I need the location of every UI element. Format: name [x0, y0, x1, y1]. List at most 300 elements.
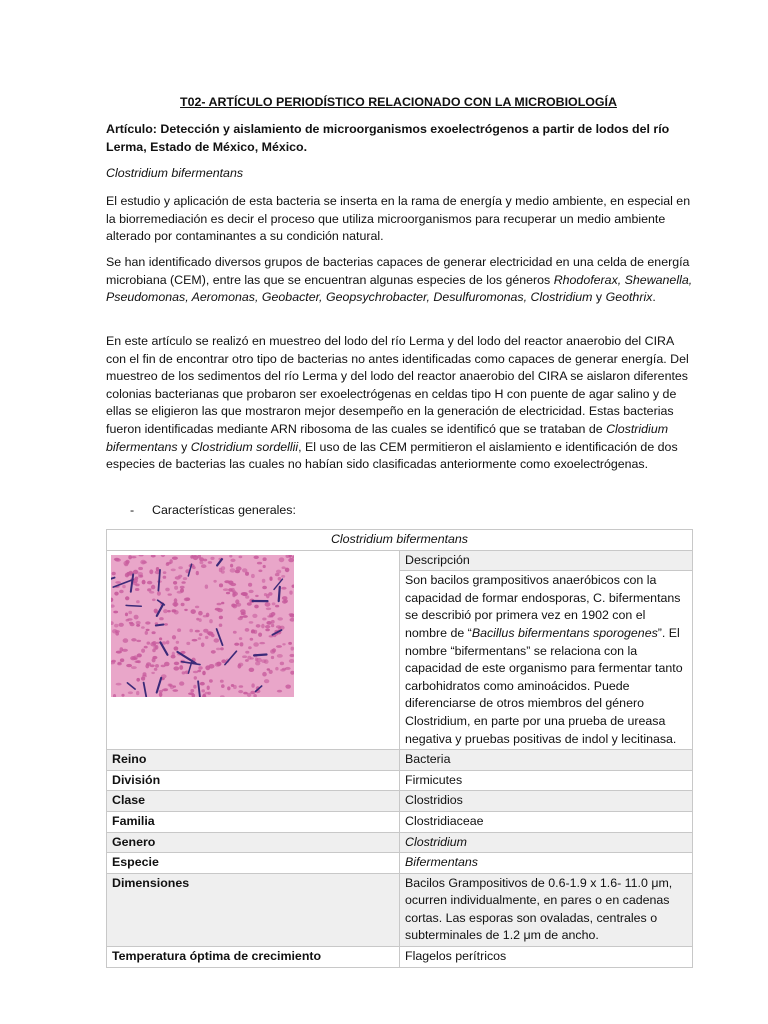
red-blood-cell — [163, 571, 167, 574]
red-blood-cell — [269, 576, 272, 580]
red-blood-cell — [216, 647, 221, 650]
red-blood-cell — [193, 684, 196, 688]
red-blood-cell — [178, 566, 183, 569]
red-blood-cell — [255, 594, 259, 596]
red-blood-cell — [149, 591, 154, 594]
red-blood-cell — [130, 622, 135, 626]
table-row — [107, 832, 693, 853]
red-blood-cell — [145, 630, 148, 634]
red-blood-cell — [282, 599, 287, 603]
bacillus-rod — [279, 586, 280, 600]
red-blood-cell — [209, 679, 213, 682]
red-blood-cell — [136, 690, 139, 694]
table-row — [107, 791, 693, 812]
red-blood-cell — [264, 679, 269, 683]
row-label-dimensiones: Dimensiones — [107, 873, 400, 946]
red-blood-cell — [134, 614, 139, 619]
organism-heading: Clostridium bifermentans — [106, 166, 244, 180]
red-blood-cell — [203, 628, 208, 632]
red-blood-cell — [223, 588, 229, 591]
red-blood-cell — [147, 641, 151, 644]
red-blood-cell — [207, 685, 210, 690]
red-blood-cell — [159, 617, 164, 620]
row-label-genero: Genero — [107, 832, 400, 853]
red-blood-cell — [289, 613, 294, 616]
row-label-temperatura: Temperatura óptima de crecimiento — [107, 947, 400, 968]
table-row — [107, 750, 693, 771]
red-blood-cell — [285, 567, 290, 572]
red-blood-cell — [191, 609, 196, 614]
red-blood-cell — [267, 615, 271, 617]
red-blood-cell — [113, 610, 118, 613]
paragraph-end: . — [652, 290, 656, 305]
red-blood-cell — [249, 621, 254, 624]
micrograph-cell — [107, 550, 400, 750]
red-blood-cell — [245, 628, 250, 632]
red-blood-cell — [250, 690, 255, 694]
paragraph-study-part1: En este artículo se realizó en muestreo del lodo del río Lerma y del lodo del reactor anaerobio del CIRA con el fin de encontrar otro tipo de bacterias no antes identificadas como capaces de generar energía. Del muestreo de los sedimentos del río Lerma y del lodo del reactor anaerobio del CIRA se aislaron diferentes colonias bacterianas que probaron ser exoelectrógenas en celdas tipo H con puente de agar salino y de ellas se eligieron las que mostraron mejor desempeño en la generación de electricidad. Estas bacterias fueron identificadas mediante ARN ribosoma de las cuales se identificó que se trataban de — [106, 334, 689, 436]
red-blood-cell — [227, 686, 230, 690]
red-blood-cell — [239, 637, 242, 640]
red-blood-cell — [145, 621, 150, 624]
red-blood-cell — [271, 623, 274, 627]
red-blood-cell — [201, 642, 205, 647]
red-blood-cell — [247, 692, 252, 696]
red-blood-cell — [119, 589, 124, 593]
genera-list: Rhodoferax, Shewanella, Pseudomonas, Aeromonas, Geobacter, Geopsychrobacter, Desulfuromonas, Clostridium — [106, 272, 693, 305]
red-blood-cell — [241, 592, 247, 596]
red-blood-cell — [200, 681, 205, 685]
red-blood-cell — [151, 671, 155, 673]
red-blood-cell — [236, 566, 242, 570]
red-blood-cell — [121, 693, 124, 696]
description-label: Descripción — [400, 550, 693, 571]
red-blood-cell — [239, 685, 244, 688]
document-title: T02- ARTÍCULO PERIODÍSTICO RELACIONADO CON LA MICROBIOLOGÍA — [180, 95, 617, 109]
red-blood-cell — [118, 661, 122, 663]
red-blood-cell — [115, 581, 121, 584]
red-blood-cell — [230, 582, 236, 585]
red-blood-cell — [262, 671, 267, 676]
red-blood-cell — [276, 645, 282, 648]
row-value-genero: Clostridium — [400, 832, 693, 853]
red-blood-cell — [231, 587, 235, 591]
red-blood-cell — [152, 598, 156, 601]
red-blood-cell — [220, 647, 224, 650]
red-blood-cell — [282, 566, 286, 569]
red-blood-cell — [205, 635, 209, 638]
red-blood-cell — [199, 633, 203, 636]
red-blood-cell — [265, 625, 270, 628]
red-blood-cell — [285, 666, 291, 669]
red-blood-cell — [262, 585, 267, 589]
bacillus-rod — [156, 624, 164, 625]
red-blood-cell — [188, 692, 194, 695]
row-value-temperatura: Flagelos perítricos — [400, 947, 693, 968]
red-blood-cell — [142, 561, 148, 564]
red-blood-cell — [221, 601, 224, 604]
red-blood-cell — [265, 602, 271, 607]
red-blood-cell — [219, 583, 223, 587]
row-value-reino: Bacteria — [400, 750, 693, 771]
red-blood-cell — [165, 587, 170, 591]
red-blood-cell — [277, 689, 282, 692]
red-blood-cell — [241, 612, 245, 615]
red-blood-cell — [288, 557, 294, 561]
red-blood-cell — [176, 640, 179, 643]
row-value-division: Firmicutes — [400, 770, 693, 791]
red-blood-cell — [173, 581, 177, 585]
red-blood-cell — [131, 666, 137, 669]
row-value-especie: Bifermentans — [400, 853, 693, 874]
table-row — [107, 853, 693, 874]
red-blood-cell — [208, 561, 212, 564]
red-blood-cell — [208, 691, 211, 694]
red-blood-cell — [271, 655, 274, 658]
red-blood-cell — [210, 556, 214, 559]
row-value-clase: Clostridios — [400, 791, 693, 812]
characteristics-table — [106, 529, 693, 968]
red-blood-cell — [184, 608, 188, 610]
red-blood-cell — [255, 657, 258, 661]
red-blood-cell — [172, 609, 177, 612]
red-blood-cell — [128, 691, 133, 694]
red-blood-cell — [277, 654, 283, 658]
red-blood-cell — [190, 689, 194, 692]
red-blood-cell — [233, 684, 237, 688]
red-blood-cell — [275, 573, 280, 576]
red-blood-cell — [177, 590, 183, 593]
red-blood-cell — [270, 649, 275, 654]
red-blood-cell — [138, 566, 143, 569]
red-blood-cell — [251, 683, 254, 687]
red-blood-cell — [122, 584, 126, 588]
red-blood-cell — [193, 670, 198, 673]
red-blood-cell — [173, 685, 176, 687]
red-blood-cell — [254, 555, 259, 558]
red-blood-cell — [181, 602, 185, 605]
red-blood-cell — [142, 674, 147, 677]
paragraph-intro: El estudio y aplicación de esta bacteria se inserta en la rama de energía y medio ambiente, en especial en la biorremediación es decir el proceso que utiliza microorganismos para recuperar un medio ambiente alterado por contaminantes a su condición natural. — [106, 194, 691, 244]
red-blood-cell — [186, 641, 190, 644]
red-blood-cell — [201, 564, 207, 568]
red-blood-cell — [126, 618, 130, 621]
red-blood-cell — [262, 578, 266, 582]
red-blood-cell — [275, 604, 279, 607]
red-blood-cell — [183, 577, 187, 580]
species-two: Clostridium sordellii — [190, 439, 299, 454]
red-blood-cell — [256, 624, 261, 628]
red-blood-cell — [202, 670, 206, 675]
red-blood-cell — [166, 640, 169, 644]
red-blood-cell — [257, 561, 262, 564]
red-blood-cell — [282, 596, 288, 600]
red-blood-cell — [112, 571, 116, 575]
red-blood-cell — [250, 637, 254, 640]
red-blood-cell — [131, 638, 136, 641]
table-row — [107, 873, 693, 946]
red-blood-cell — [201, 689, 205, 692]
red-blood-cell — [221, 566, 225, 570]
red-blood-cell — [136, 624, 140, 627]
table-row — [107, 770, 693, 791]
bullet-dash: - — [130, 503, 135, 517]
red-blood-cell — [142, 579, 146, 584]
red-blood-cell — [159, 637, 162, 640]
red-blood-cell — [288, 641, 292, 644]
red-blood-cell — [146, 628, 150, 630]
red-blood-cell — [130, 656, 136, 660]
red-blood-cell — [209, 619, 213, 623]
red-blood-cell — [167, 610, 171, 612]
red-blood-cell — [245, 650, 249, 653]
red-blood-cell — [281, 586, 286, 589]
red-blood-cell — [171, 654, 176, 658]
red-blood-cell — [233, 630, 237, 633]
red-blood-cell — [195, 629, 200, 632]
red-blood-cell — [232, 604, 237, 608]
red-blood-cell — [248, 582, 252, 586]
red-blood-cell — [243, 615, 248, 618]
red-blood-cell — [135, 588, 140, 591]
red-blood-cell — [289, 590, 292, 594]
description-text — [400, 571, 693, 750]
red-blood-cell — [172, 556, 178, 559]
red-blood-cell — [141, 626, 145, 629]
red-blood-cell — [263, 564, 266, 567]
red-blood-cell — [153, 645, 157, 650]
red-blood-cell — [252, 613, 257, 617]
red-blood-cell — [136, 600, 140, 603]
table-header: Clostridium bifermentans — [107, 530, 693, 551]
red-blood-cell — [136, 639, 141, 641]
red-blood-cell — [177, 628, 181, 632]
row-value-familia: Clostridiaceae — [400, 811, 693, 832]
red-blood-cell — [136, 620, 141, 624]
red-blood-cell — [196, 617, 199, 620]
red-blood-cell — [195, 605, 199, 608]
red-blood-cell — [235, 599, 239, 604]
red-blood-cell — [164, 661, 170, 666]
red-blood-cell — [175, 576, 181, 580]
table-row — [107, 811, 693, 832]
paragraph-study-part2: , El uso de las CEM permitieron el aislamiento e identificación de dos especies de bacterias las cuales no habían sido clasificadas anteriormente como exoelectrógenas. — [106, 439, 678, 472]
red-blood-cell — [155, 664, 159, 668]
table-row — [107, 947, 693, 968]
red-blood-cell — [154, 667, 158, 670]
connector-text: y — [592, 290, 606, 305]
red-blood-cell — [149, 569, 153, 574]
red-blood-cell — [185, 597, 190, 601]
red-blood-cell — [259, 641, 265, 643]
paragraph-genera — [106, 254, 696, 307]
red-blood-cell — [251, 629, 255, 633]
description-italic-name: Bacillus bifermentans sporogenes — [471, 625, 658, 640]
species-one: Clostridium bifermentans — [106, 421, 669, 454]
connector-text: y — [177, 439, 191, 454]
red-blood-cell — [282, 643, 285, 645]
red-blood-cell — [179, 665, 183, 670]
red-blood-cell — [133, 581, 137, 585]
last-genus: Geothrix — [605, 290, 653, 305]
red-blood-cell — [196, 570, 199, 574]
red-blood-cell — [179, 681, 184, 685]
red-blood-cell — [249, 667, 255, 671]
red-blood-cell — [258, 632, 262, 636]
red-blood-cell — [217, 602, 222, 605]
description-part2: ”. El nombre “bifermentans” se relaciona con la capacidad de este organismo para fermentar tanto carbohidratos como aminoácidos. Puede diferenciarse de otros miembros del género Clostridium, en parte por una prueba de ureasa negativa y pruebas positivas de indol y lecitinasa. — [405, 625, 683, 746]
red-blood-cell — [115, 558, 121, 562]
red-blood-cell — [172, 602, 178, 606]
red-blood-cell — [125, 612, 128, 616]
row-label-clase: Clase — [107, 791, 400, 812]
red-blood-cell — [203, 615, 208, 617]
article-title: Artículo: Detección y aislamiento de microorganismos exoelectrógenos a partir de lodos del río Lerma, Estado de México, México. — [106, 122, 670, 154]
red-blood-cell — [164, 623, 168, 626]
red-blood-cell — [230, 568, 236, 572]
red-blood-cell — [275, 666, 278, 670]
red-blood-cell — [136, 677, 140, 681]
red-blood-cell — [174, 585, 178, 589]
red-blood-cell — [152, 631, 156, 634]
red-blood-cell — [281, 575, 285, 578]
red-blood-cell — [208, 631, 214, 635]
red-blood-cell — [266, 593, 270, 598]
red-blood-cell — [263, 557, 267, 561]
red-blood-cell — [217, 608, 223, 612]
red-blood-cell — [216, 661, 221, 665]
red-blood-cell — [180, 585, 185, 588]
red-blood-cell — [258, 569, 262, 572]
red-blood-cell — [226, 591, 230, 594]
red-blood-cell — [205, 665, 210, 670]
red-blood-cell — [285, 684, 291, 688]
red-blood-cell — [230, 563, 233, 567]
red-blood-cell — [116, 682, 122, 685]
red-blood-cell — [159, 692, 163, 697]
red-blood-cell — [189, 628, 193, 632]
red-blood-cell — [276, 569, 281, 573]
red-blood-cell — [131, 556, 136, 558]
red-blood-cell — [123, 560, 129, 565]
red-blood-cell — [213, 579, 216, 582]
bacillus-rod — [254, 654, 266, 655]
red-blood-cell — [238, 663, 242, 668]
red-blood-cell — [126, 663, 132, 666]
red-blood-cell — [145, 663, 149, 668]
red-blood-cell — [138, 574, 142, 577]
red-blood-cell — [234, 642, 239, 645]
red-blood-cell — [181, 581, 185, 584]
red-blood-cell — [192, 638, 198, 641]
red-blood-cell — [136, 660, 140, 663]
red-blood-cell — [238, 690, 243, 693]
red-blood-cell — [114, 591, 118, 595]
red-blood-cell — [111, 659, 116, 662]
red-blood-cell — [173, 689, 179, 692]
red-blood-cell — [240, 642, 244, 646]
red-blood-cell — [254, 604, 259, 608]
red-blood-cell — [194, 676, 197, 680]
red-blood-cell — [267, 668, 270, 670]
red-blood-cell — [239, 555, 243, 558]
red-blood-cell — [266, 621, 271, 625]
red-blood-cell — [152, 641, 157, 645]
red-blood-cell — [147, 588, 151, 591]
red-blood-cell — [115, 631, 119, 635]
red-blood-cell — [173, 666, 179, 670]
red-blood-cell — [245, 659, 249, 662]
row-label-familia: Familia — [107, 811, 400, 832]
red-blood-cell — [128, 555, 132, 559]
red-blood-cell — [166, 561, 171, 564]
bacillus-rod — [126, 605, 141, 606]
red-blood-cell — [247, 655, 251, 659]
red-blood-cell — [261, 659, 266, 663]
red-blood-cell — [242, 568, 247, 572]
red-blood-cell — [251, 573, 255, 577]
red-blood-cell — [198, 666, 202, 669]
bullet-text: Características generales: — [152, 503, 296, 517]
red-blood-cell — [280, 668, 285, 671]
red-blood-cell — [266, 607, 271, 610]
red-blood-cell — [291, 646, 295, 650]
red-blood-cell — [171, 568, 176, 571]
red-blood-cell — [265, 628, 270, 631]
red-blood-cell — [119, 622, 124, 626]
red-blood-cell — [277, 617, 283, 620]
red-blood-cell — [245, 595, 249, 599]
red-blood-cell — [144, 645, 148, 648]
red-blood-cell — [261, 623, 265, 628]
red-blood-cell — [168, 593, 172, 595]
red-blood-cell — [174, 646, 179, 650]
red-blood-cell — [120, 658, 124, 662]
red-blood-cell — [262, 617, 266, 620]
red-blood-cell — [154, 608, 158, 613]
red-blood-cell — [211, 650, 216, 654]
paragraph-genera-lead: Se han identificado diversos grupos de bacterias capaces de generar electricidad en una celda de energía microbiana (CEM), entre las que se encuentran algunas especies de los géneros — [106, 255, 690, 287]
red-blood-cell — [157, 591, 161, 596]
red-blood-cell — [198, 637, 201, 640]
paragraph-study — [106, 333, 696, 474]
red-blood-cell — [253, 642, 259, 647]
red-blood-cell — [151, 584, 155, 589]
red-blood-cell — [163, 575, 167, 578]
red-blood-cell — [248, 646, 252, 649]
red-blood-cell — [120, 647, 124, 651]
description-part1: Son bacilos grampositivos anaeróbicos con la capacidad de formar endosporas, C. bifermentans se describió por primera vez en 1902 con el nombre de “ — [405, 573, 681, 640]
red-blood-cell — [152, 655, 157, 658]
gram-stain-micrograph — [111, 555, 294, 697]
red-blood-cell — [249, 589, 254, 592]
red-blood-cell — [128, 610, 132, 613]
red-blood-cell — [220, 679, 224, 682]
red-blood-cell — [279, 557, 285, 562]
red-blood-cell — [123, 638, 129, 643]
red-blood-cell — [230, 558, 235, 561]
red-blood-cell — [242, 655, 247, 658]
red-blood-cell — [163, 609, 168, 613]
red-blood-cell — [174, 661, 179, 665]
red-blood-cell — [219, 615, 223, 619]
red-blood-cell — [198, 610, 203, 615]
red-blood-cell — [147, 580, 152, 584]
red-blood-cell — [156, 641, 160, 643]
row-label-especie: Especie — [107, 853, 400, 874]
row-label-reino: Reino — [107, 750, 400, 771]
red-blood-cell — [219, 623, 223, 626]
